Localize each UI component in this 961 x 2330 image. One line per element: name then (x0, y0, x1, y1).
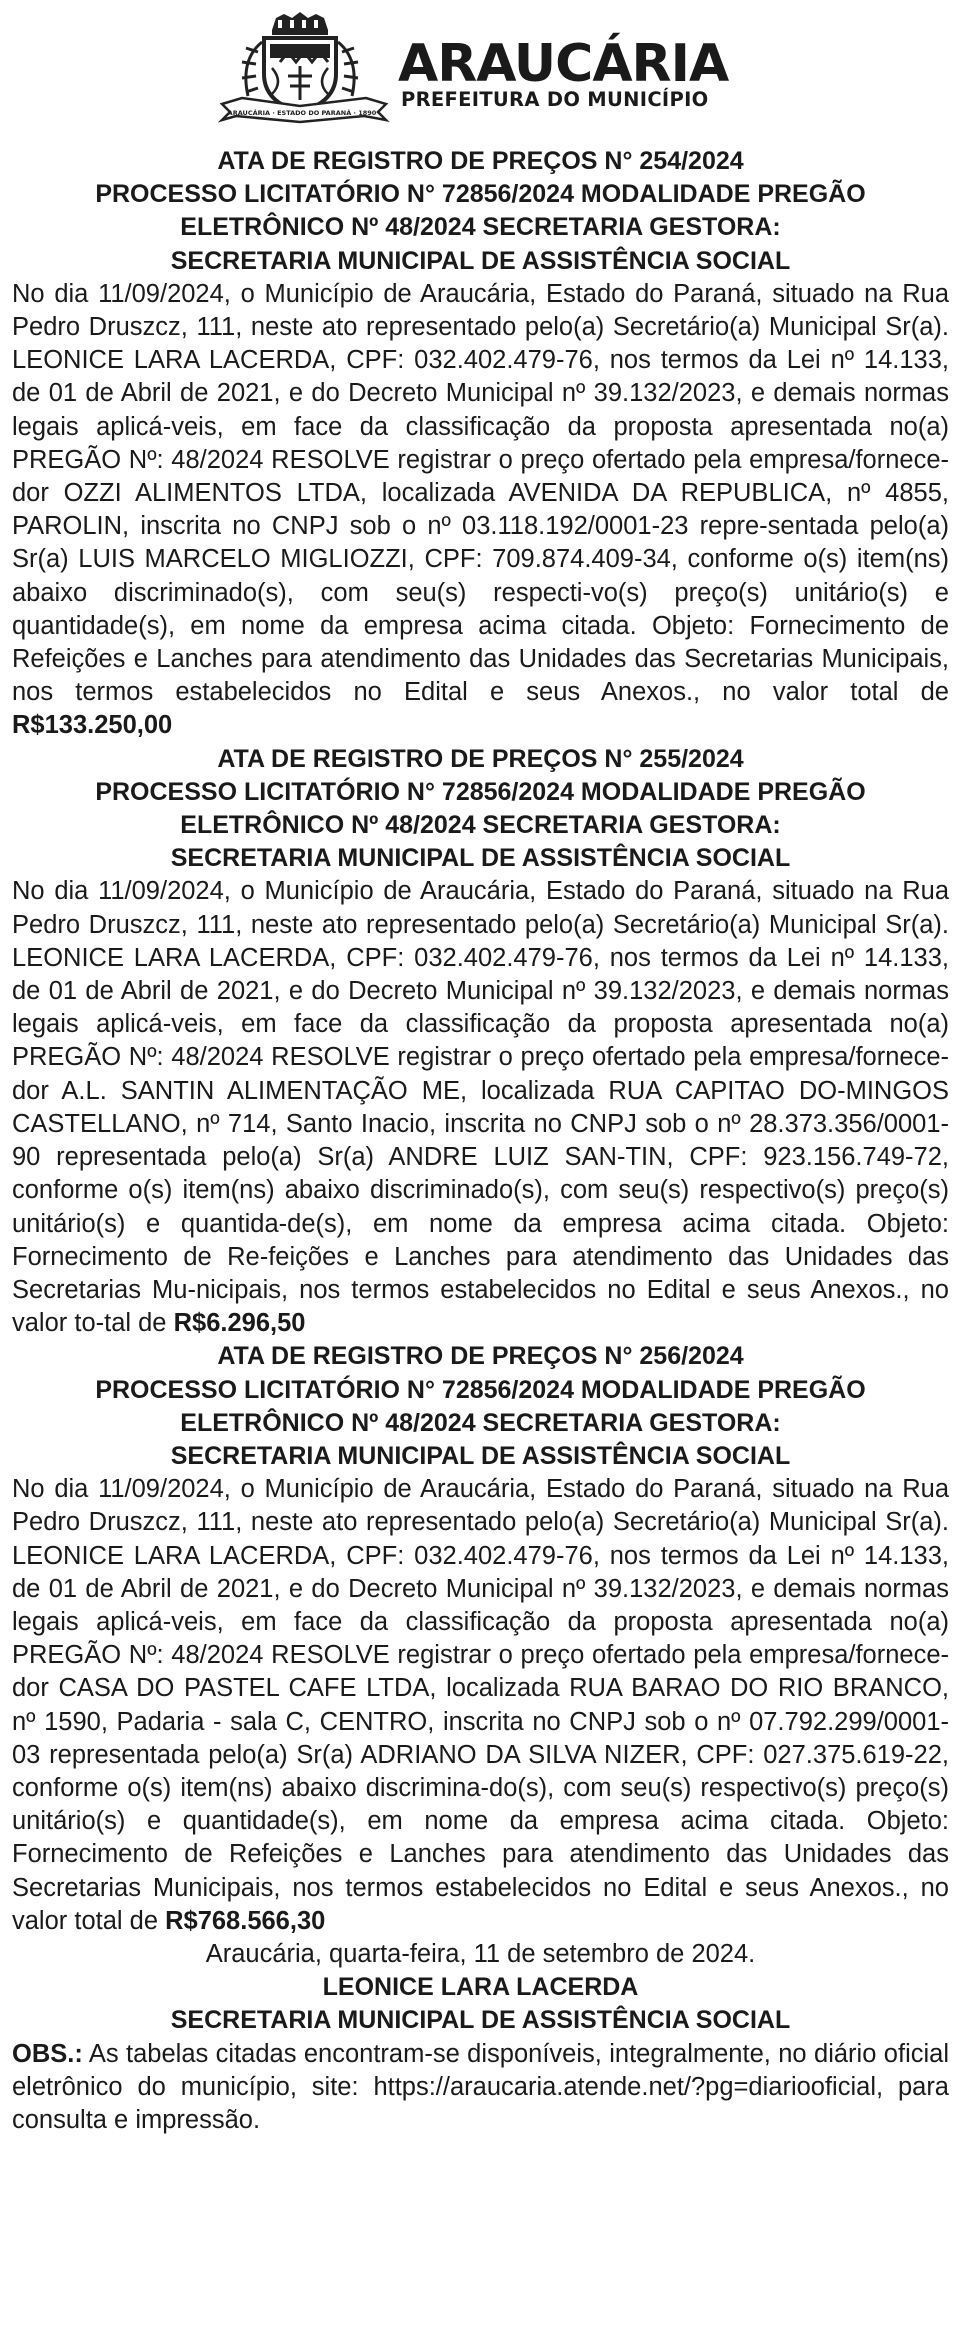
ata-heading-line: SECRETARIA MUNICIPAL DE ASSISTÊNCIA SOCIAL (170, 844, 791, 873)
obs-label: OBS.: (12, 2039, 83, 2068)
ata-heading-line: ATA DE REGISTRO DE PREÇOS N° 255/2024 (217, 744, 744, 773)
ata-total-value: R$6.296,50 (173, 1309, 306, 1338)
ata-body (12, 875, 949, 1340)
ata-body (12, 1473, 949, 1938)
ata-heading-line: PROCESSO LICITATÓRIO N° 72856/2024 MODALIDADE PREGÃO (95, 1375, 866, 1404)
ata-heading-line: ATA DE REGISTRO DE PREÇOS N° 254/2024 (217, 147, 744, 175)
municipal-seal-icon (218, 12, 390, 124)
page-header (0, 0, 961, 138)
obs-note (12, 2038, 949, 2138)
signer-name: LEONICE LARA LACERDA (322, 1973, 639, 2002)
ata-body-text: No dia 11/09/2024, o Município de Araucária, Estado do Paraná, situado na Rua Pedro Druszcz, 111, neste ato representado pelo(a) Secretário(a) Municipal Sr(a). LEONICE LARA LACERDA, CPF: 032.402.479-76, nos termos da Lei nº 14.133, de 01 de Abril de 2021, e do Decreto Municipal nº 39.132/2023, e demais normas legais aplicá-veis, em face da classificação da proposta apresentada no(a) PREGÃO Nº: 48/2024 RESOLVE registrar o preço ofertado pela empresa/fornece-dor CASA DO PASTEL CAFE LTDA, localizada RUA BARAO DO RIO BRANCO, nº 1590, Padaria - sala C, CENTRO, inscrita no CNPJ sob o nº 07.792.299/0001-03 representada pelo(a) Sr(a) ADRIANO DA SILVA NIZER, CPF: 027.375.619-22, conforme o(s) item(ns) abaixo discrimina-do(s), com seu(s) respectivo(s) preço(s) unitário(s) e quantidade(s), em nome da empresa acima citada. Objeto: Fornecimento de Refeições e Lanches para atendimento das Unidades das Secretarias Municipais, nos termos estabelecidos no Edital e seus Anexos., no valor total de (12, 1475, 949, 1935)
ata-heading-line: SECRETARIA MUNICIPAL DE ASSISTÊNCIA SOCIAL (170, 1441, 791, 1470)
brand-block (398, 34, 729, 111)
ata-heading-line: SECRETARIA MUNICIPAL DE ASSISTÊNCIA SOCIAL (170, 246, 791, 275)
ata-heading-line: ATA DE REGISTRO DE PREÇOS N° 256/2024 (217, 1342, 744, 1371)
svg-text:ARAUCÁRIA · ESTADO DO PARANÁ ·: ARAUCÁRIA · ESTADO DO PARANÁ · 1890 (227, 109, 377, 117)
brand-subtitle: PREFEITURA DO MUNICÍPIO (401, 88, 709, 111)
obs-text: As tabelas citadas encontram-se disponíveis, integralmente, no diário oficial eletrônico do município, site: https://araucaria.atende.net/?pg=diariooficial, para consulta e impressão. (12, 2039, 949, 2134)
ata-body-text: No dia 11/09/2024, o Município de Araucária, Estado do Paraná, situado na Rua Pedro Druszcz, 111, neste ato representado pelo(a) Secretário(a) Municipal Sr(a). LEONICE LARA LACERDA, CPF: 032.402.479-76, nos termos da Lei nº 14.133, de 01 de Abril de 2021, e do Decreto Municipal nº 39.132/2023, e demais normas legais aplicá-veis, em face da classificação da proposta apresentada no(a) PREGÃO Nº: 48/2024 RESOLVE registrar o preço ofertado pela empresa/fornece-dor OZZI ALIMENTOS LTDA, localizada AVENIDA DA REPUBLICA, nº 4855, PAROLIN, inscrita no CNPJ sob o nº 03.118.192/0001-23 repre-sentada pelo(a) Sr(a) LUIS MARCELO MIGLIOZZI, CPF: 709.874.409-34, conforme o(s) item(ns) abaixo discriminado(s), com seu(s) respecti-vo(s) preço(s) unitário(s) e quantidade(s), em nome da empresa acima citada. Objeto: Fornecimento de Refeições e Lanches para atendimento das Unidades das Secretarias Municipais, nos termos estabelecidos no Edital e seus Anexos., no valor total de (12, 279, 949, 707)
ata-total-value: R$133.250,00 (12, 711, 173, 740)
brand-name: ARAUCÁRIA (398, 34, 729, 94)
ata-heading-line: ELETRÔNICO Nº 48/2024 SECRETARIA GESTORA: (180, 1408, 781, 1437)
ata-256 (12, 1340, 949, 1938)
place-date: Araucária, quarta-feira, 11 de setembro de 2024. (205, 1939, 756, 1968)
signer-role: SECRETARIA MUNICIPAL DE ASSISTÊNCIA SOCIAL (170, 2006, 791, 2035)
document-body (12, 145, 949, 2137)
ata-heading-line: PROCESSO LICITATÓRIO N° 72856/2024 MODALIDADE PREGÃO (95, 777, 866, 806)
ata-255 (12, 743, 949, 1341)
ata-body (12, 278, 949, 743)
ata-heading-line: PROCESSO LICITATÓRIO N° 72856/2024 MODALIDADE PREGÃO (95, 180, 866, 209)
ata-total-value: R$768.566,30 (165, 1906, 326, 1935)
ata-heading-line: ELETRÔNICO Nº 48/2024 SECRETARIA GESTORA: (180, 213, 781, 242)
ata-body-text: No dia 11/09/2024, o Município de Araucária, Estado do Paraná, situado na Rua Pedro Druszcz, 111, neste ato representado pelo(a) Secretário(a) Municipal Sr(a). LEONICE LARA LACERDA, CPF: 032.402.479-76, nos termos da Lei nº 14.133, de 01 de Abril de 2021, e do Decreto Municipal nº 39.132/2023, e demais normas legais aplicá-veis, em face da classificação da proposta apresentada no(a) PREGÃO Nº: 48/2024 RESOLVE registrar o preço ofertado pela empresa/fornece-dor A.L. SANTIN ALIMENTAÇÃO ME, localizada RUA CAPITAO DO-MINGOS CASTELLANO, nº 714, Santo Inacio, inscrita no CNPJ sob o nº 28.373.356/0001-90 representada pelo(a) Sr(a) ANDRE LUIZ SAN-TIN, CPF: 923.156.749-72, conforme o(s) item(ns) abaixo discriminado(s), com seu(s) respectivo(s) preço(s) unitário(s) e quantida-de(s), em nome da empresa acima citada. Objeto: Fornecimento de Re-feições e Lanches para atendimento das Unidades das Secretarias Mu-nicipais, nos termos estabelecidos no Edital e seus Anexos., no valor to-tal de (12, 877, 949, 1338)
ata-254 (12, 145, 949, 743)
ata-heading-line: ELETRÔNICO Nº 48/2024 SECRETARIA GESTORA: (180, 811, 781, 840)
